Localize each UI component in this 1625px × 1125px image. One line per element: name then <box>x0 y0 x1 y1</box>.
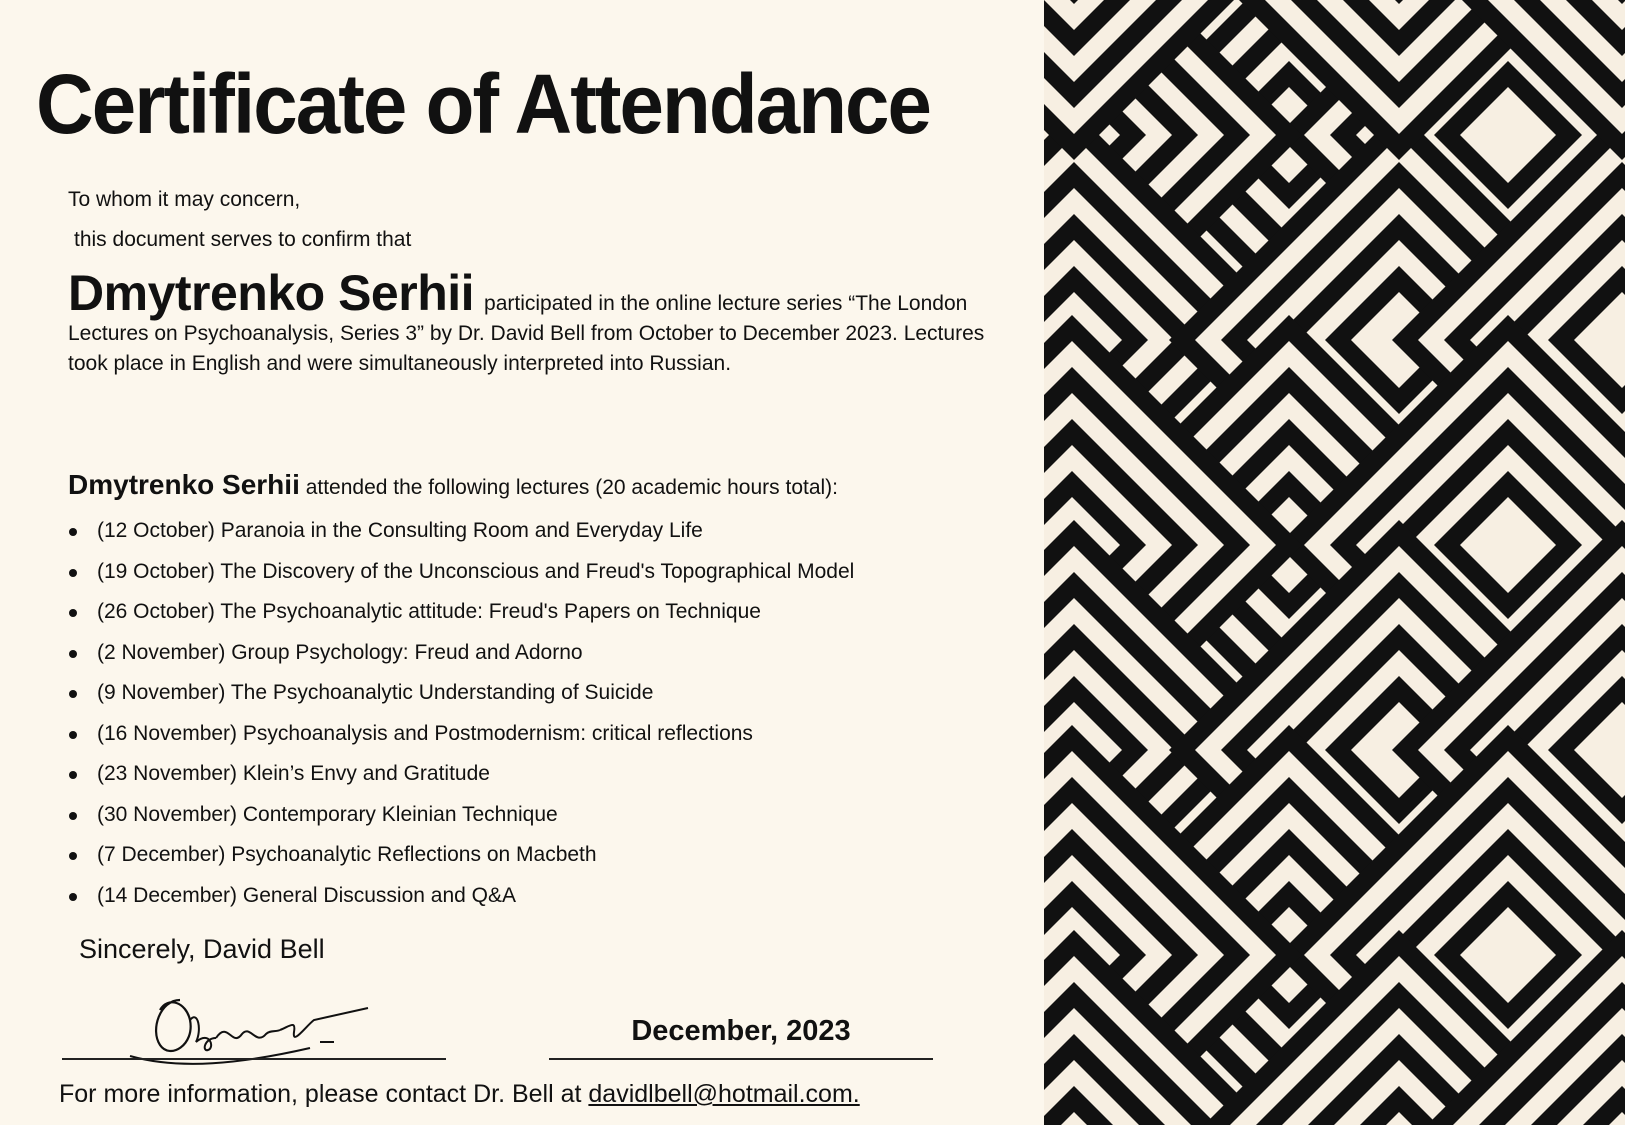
lecture-text: (7 December) Psychoanalytic Reflections on Macbeth <box>97 843 597 866</box>
confirm-text: this document serves to confirm that <box>74 228 412 251</box>
lecture-item <box>68 638 854 679</box>
lecture-item <box>68 759 854 800</box>
lecture-text: (12 October) Paranoia in the Consulting Room and Everyday Life <box>97 519 703 542</box>
bullet-icon <box>69 690 77 698</box>
bullet-icon <box>69 771 77 779</box>
lecture-item <box>68 840 854 881</box>
certificate-title: Certificate of Attendance <box>36 57 931 151</box>
bullet-icon <box>69 731 77 739</box>
bullet-icon <box>69 609 77 617</box>
closing-text: Sincerely, David Bell <box>79 934 325 964</box>
lecture-text: (19 October) The Discovery of the Unconscious and Freud's Topographical Model <box>97 559 855 583</box>
lecture-list <box>68 516 854 921</box>
signature-image <box>120 990 380 1075</box>
footer-text: For more information, please contact Dr. Bell at <box>59 1080 582 1108</box>
lecture-text: (9 November) The Psychoanalytic Understanding of Suicide <box>97 681 654 704</box>
participant-name-secondary: Dmytrenko Serhii <box>68 469 300 500</box>
lecture-item <box>68 800 854 841</box>
lecture-item <box>68 881 854 922</box>
diamond-pattern-graphic <box>1044 0 1625 1125</box>
intro-text: participated in the online lecture series “The London Lectures on Psychoanalysis, Series 3” by Dr. David Bell from October to December 2023. Lectures took place in English and were simultaneously interpreted into Russian. <box>68 292 985 375</box>
bullet-icon <box>69 893 77 901</box>
lecture-text: (23 November) Klein’s Envy and Gratitude <box>97 762 490 785</box>
signature-line <box>62 1058 446 1060</box>
lecture-item <box>68 557 854 598</box>
certificate-date: December, 2023 <box>631 1015 851 1047</box>
attended-heading <box>68 470 1008 503</box>
bullet-icon <box>69 852 77 860</box>
greeting-text: To whom it may concern, <box>68 188 301 211</box>
decorative-diamond-pattern <box>1044 0 1625 1125</box>
bullet-icon <box>69 812 77 820</box>
lecture-text: (14 December) General Discussion and Q&A <box>97 883 517 907</box>
lecture-text: (2 November) Group Psychology: Freud and Adorno <box>97 640 583 664</box>
lecture-text: (26 October) The Psychoanalytic attitude: Freud's Papers on Technique <box>97 600 761 623</box>
lecture-text: (16 November) Psychoanalysis and Postmodernism: critical reflections <box>97 721 753 745</box>
participant-name: Dmytrenko Serhii <box>68 265 475 321</box>
contact-email-link[interactable]: davidlbell@hotmail.com. <box>588 1080 860 1108</box>
bullet-icon <box>69 650 77 658</box>
lecture-item <box>68 597 854 638</box>
attended-text: attended the following lectures (20 academic hours total): <box>305 476 839 499</box>
bullet-icon <box>69 569 77 577</box>
intro-paragraph <box>68 265 998 379</box>
lecture-item <box>68 516 854 557</box>
lecture-text: (30 November) Contemporary Kleinian Technique <box>97 802 558 826</box>
lecture-item <box>68 719 854 760</box>
contact-footer <box>59 1078 860 1110</box>
bullet-icon <box>69 528 77 536</box>
date-line <box>549 1058 933 1060</box>
lecture-item <box>68 678 854 719</box>
